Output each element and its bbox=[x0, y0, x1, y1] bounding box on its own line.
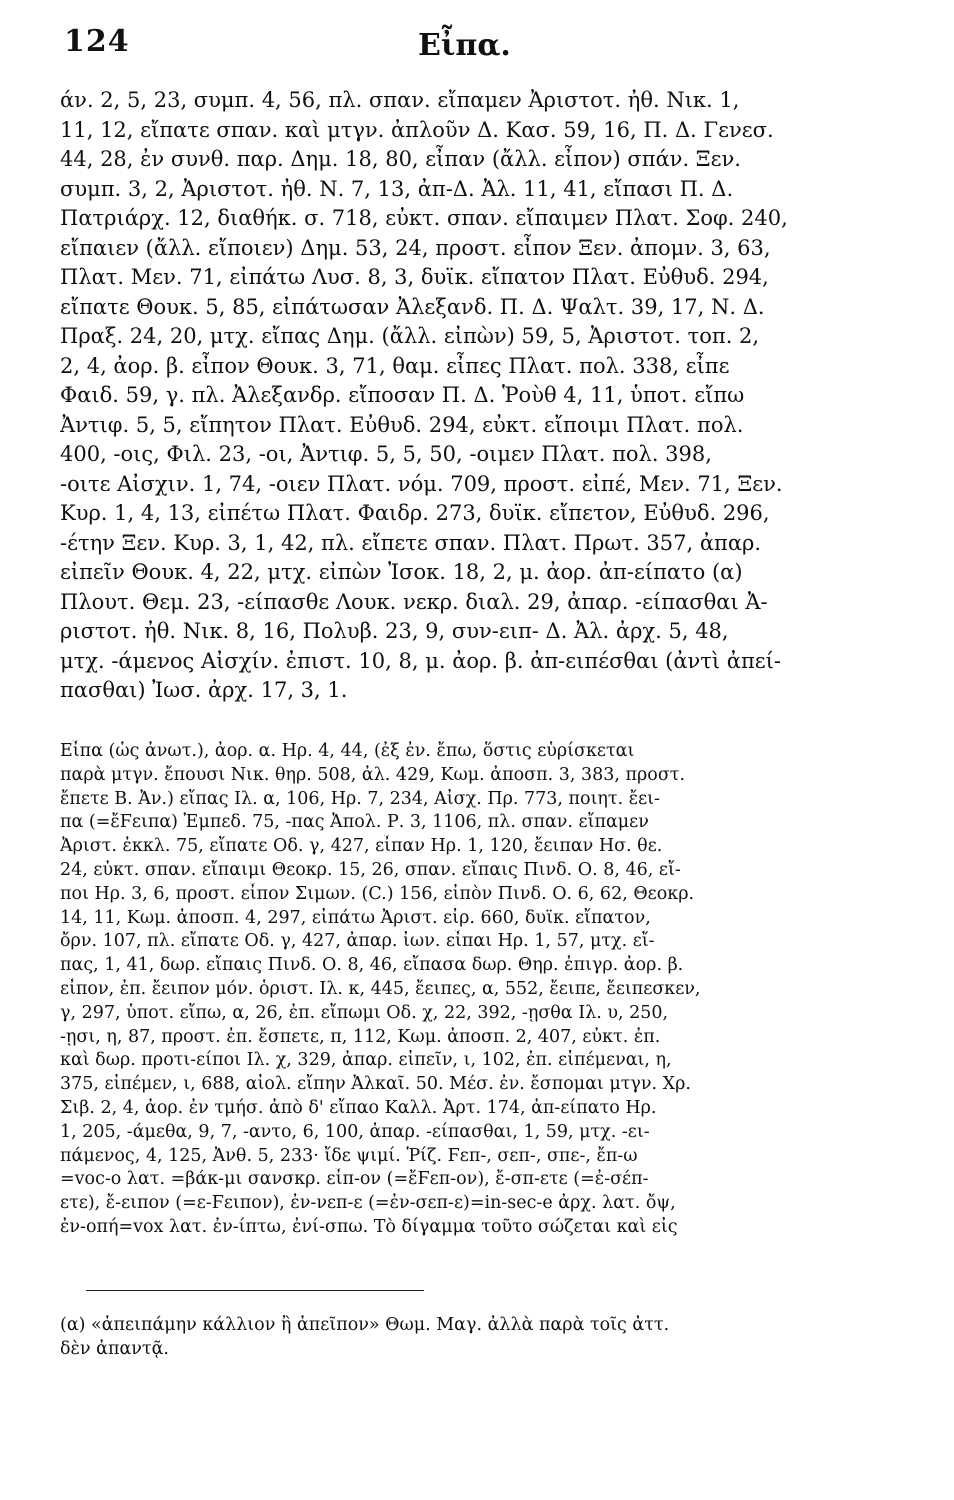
text-line: -ῃσι, η, 87, προστ. ἐπ. ἔσπετε, π, 112, Κωμ. ἀποσπ. 2, 407, εὐκτ. ἐπ. bbox=[60, 1026, 661, 1047]
text-line: Φαιδ. 59, γ. πλ. Ἀλεξανδρ. εἴποσαν Π. Δ. Ῥοὺθ 4, 11, ὑποτ. εἴπω bbox=[60, 383, 745, 407]
text-line: 24, εὐκτ. σπαν. εἴπαιμι Θεοκρ. 15, 26, σπαν. εἴπαις Πινδ. Ο. 8, 46, εἴ- bbox=[60, 859, 681, 880]
text-line: Ἀντιφ. 5, 5, εἴπητον Πλατ. Εὐθυδ. 294, εὐκτ. εἴποιμι Πλατ. πολ. bbox=[60, 412, 744, 437]
text-line: καὶ δωρ. προτι-είποι Ιλ. χ, 329, ἀπαρ. εἰπεῖν, ι, 102, ἐπ. εἰπέμεναι, η, bbox=[60, 1050, 672, 1071]
text-line: Πραξ. 24, 20, μτχ. εἴπας Δημ. (ἄλλ. εἰπὼν) 59, 5, Ἀριστοτ. τοπ. 2, bbox=[60, 324, 760, 348]
footnote-line: (α) «ἀπειπάμην κάλλιον ἢ ἀπεῖπον» Θωμ. Μαγ. ἀλλὰ παρὰ τοῖς ἀττ. bbox=[60, 1315, 670, 1335]
text-line: 1, 205, -άμεθα, 9, 7, -αντο, 6, 100, ἀπαρ. -είπασθαι, 1, 59, μτχ. -ει- bbox=[60, 1121, 650, 1142]
text-line: συμπ. 3, 2, Ἀριστοτ. ἠθ. Ν. 7, 13, ἀπ-Δ. Ἀλ. 11, 41, εἴπασι Π. Δ. bbox=[60, 176, 734, 201]
running-head: Εἶπα. bbox=[418, 28, 511, 63]
text-line: ποι Ηρ. 3, 6, προστ. εἶπον Σιμων. (C.) 156, εἰπὸν Πινδ. Ο. 6, 62, Θεοκρ. bbox=[60, 883, 695, 904]
text-line: εἶπον, ἐπ. ἔειπον μόν. ὁριστ. Ιλ. κ, 445, ἔειπες, α, 552, ἔειπε, ἔειπεσκεν, bbox=[60, 978, 701, 999]
text-line: άν. 2, 5, 23, συμπ. 4, 56, πλ. σπαν. εἴπαμεν Ἀριστοτ. ἠθ. Νικ. 1, bbox=[60, 88, 740, 112]
footnote-line: δὲν ἀπαντᾷ. bbox=[60, 1339, 169, 1359]
entry-continuation-paragraph bbox=[60, 86, 890, 706]
text-line: ἔπετε Β. Ἀν.) εἴπας Ιλ. α, 106, Ηρ. 7, 234, Αἰσχ. Πρ. 773, ποιητ. ἔει- bbox=[60, 788, 660, 809]
text-line: πας, 1, 41, δωρ. εἴπαις Πινδ. Ο. 8, 46, εἴπασα δωρ. Θηρ. ἐπιγρ. ἀορ. β. bbox=[60, 955, 684, 976]
text-line: πάμενος, 4, 125, Ἀνθ. 5, 233· ἴδε ψιμί. Ῥίζ. Ϝεπ-, σεπ-, σπε-, ἔπ-ω bbox=[60, 1145, 638, 1166]
text-line: ὄρν. 107, πλ. εἴπατε Οδ. γ, 427, ἀπαρ. ἰων. εἶπαι Ηρ. 1, 57, μτχ. εἴ- bbox=[60, 931, 655, 952]
footnote-rule bbox=[86, 1290, 424, 1291]
text-line: ριστοτ. ἠθ. Νικ. 8, 16, Πολυβ. 23, 9, συν-ειπ- Δ. Ἀλ. ἀρχ. 5, 48, bbox=[60, 619, 729, 643]
text-line: εἴπαιεν (ἄλλ. εἴποιεν) Δημ. 53, 24, προστ. εἶπον Ξεν. ἀπομν. 3, 63, bbox=[60, 235, 771, 260]
text-line: Εἶπα (ὡς ἀνωτ.), ἀορ. α. Ηρ. 4, 44, (ἐξ ἐν. ἔπω, ὅστις εὑρίσκεται bbox=[60, 741, 635, 761]
text-line: πα (=ἔϜειπα) Ἐμπεδ. 75, -πας Ἀπολ. Ρ. 3, 1106, πλ. σπαν. εἴπαμεν bbox=[60, 812, 649, 833]
text-line: εἰπεῖν Θουκ. 4, 22, μτχ. εἰπὼν Ἰσοκ. 18, 2, μ. ἀορ. ἀπ-είπατο (α) bbox=[60, 560, 743, 584]
text-line: 375, εἰπέμεν, ι, 688, αἰολ. εἴπην Ἀλκαῖ. 50. Μέσ. ἐν. ἔσπομαι μτγν. Χρ. bbox=[60, 1074, 691, 1095]
text-line: =voc-o λατ. =βάκ-μι σανσκρ. εἶπ-ον (=ἔϜεπ-ον), ἔ-σπ-ετε (=ἐ-σέπ- bbox=[60, 1169, 649, 1190]
text-line: 2, 4, ἀορ. β. εἶπον Θουκ. 3, 71, θαμ. εἶπες Πλατ. πολ. 338, εἶπε bbox=[60, 353, 730, 378]
text-line: -οιτε Αἰσχιν. 1, 74, -οιεν Πλατ. νόμ. 709, προστ. εἰπέ, Μεν. 71, Ξεν. bbox=[60, 471, 783, 496]
text-line: ἐν-οπή=vox λατ. ἐν-ίπτω, ἐνί-σπω. Τὸ δίγαμμα τοῦτο σώζεται καὶ εἰς bbox=[60, 1216, 678, 1237]
text-line: Πλατ. Μεν. 71, εἰπάτω Λυσ. 8, 3, δυϊκ. εἴπατον Πλατ. Εὐθυδ. 294, bbox=[60, 265, 769, 289]
text-line: Πατριάρχ. 12, διαθήκ. σ. 718, εὐκτ. σπαν. εἴπαιμεν Πλατ. Σοφ. 240, bbox=[60, 206, 788, 230]
text-line: ετε), ἔ-ειπον (=ε-Ϝειπον), ἐν-νεπ-ε (=ἐν-σεπ-ε)=in-sec-e ἀρχ. λατ. ὄψ, bbox=[60, 1193, 676, 1214]
text-line: εἴπατε Θουκ. 5, 85, εἰπάτωσαν Ἀλεξανδ. Π. Δ. Ψαλτ. 39, 17, Ν. Δ. bbox=[60, 294, 765, 319]
page-number: 124 bbox=[64, 24, 130, 59]
text-line: πασθαι) Ἰωσ. ἀρχ. 17, 3, 1. bbox=[60, 678, 348, 702]
text-line: Κυρ. 1, 4, 13, εἰπέτω Πλατ. Φαιδρ. 273, δυϊκ. εἴπετον, Εὐθυδ. 296, bbox=[60, 501, 770, 525]
text-line: -έτην Ξεν. Κυρ. 3, 1, 42, πλ. εἴπετε σπαν. Πλατ. Πρωτ. 357, ἀπαρ. bbox=[60, 530, 762, 555]
text-line: 14, 11, Κωμ. ἀποσπ. 4, 297, εἰπάτω Ἀριστ. εἰρ. 660, δυϊκ. εἴπατον, bbox=[60, 907, 651, 928]
text-line: 44, 28, ἐν συνθ. παρ. Δημ. 18, 80, εἶπαν (ἄλλ. εἶπον) σπάν. Ξεν. bbox=[60, 147, 741, 171]
text-line: Σιβ. 2, 4, ἀορ. ἐν τμήσ. ἀπὸ δ' εἴπαο Καλλ. Ἀρτ. 174, ἀπ-είπατο Ηρ. bbox=[60, 1097, 657, 1118]
page-header bbox=[60, 18, 890, 68]
text-line: παρὰ μτγν. ἔπουσι Νικ. θηρ. 508, ἀλ. 429, Κωμ. ἀποσπ. 3, 383, προστ. bbox=[60, 764, 686, 785]
text-line: 11, 12, εἴπατε σπαν. καὶ μτγν. ἀπλοῦν Δ. Κασ. 59, 16, Π. Δ. Γενεσ. bbox=[60, 117, 774, 142]
text-line: Πλουτ. Θεμ. 23, -είπασθε Λουκ. νεκρ. διαλ. 29, ἀπαρ. -είπασθαι Ἀ- bbox=[60, 589, 768, 614]
footnote bbox=[60, 1313, 890, 1361]
entry-eipa-paragraph bbox=[60, 740, 890, 1240]
text-line: Ἀριστ. ἐκκλ. 75, εἴπατε Οδ. γ, 427, εἶπαν Ηρ. 1, 120, ἔειπαν Ησ. θε. bbox=[60, 836, 663, 857]
text-line: γ, 297, ὑποτ. εἴπω, α, 26, ἐπ. εἴπωμι Οδ. χ, 22, 392, -ῃσθα Ιλ. υ, 250, bbox=[60, 1002, 669, 1023]
text-line: 400, -οις, Φιλ. 23, -οι, Ἀντιφ. 5, 5, 50, -οιμεν Πλατ. πολ. 398, bbox=[60, 442, 712, 466]
text-line: μτχ. -άμενος Αἰσχίν. ἐπιστ. 10, 8, μ. ἀορ. β. ἀπ-ειπέσθαι (ἀντὶ ἀπεί- bbox=[60, 648, 782, 673]
